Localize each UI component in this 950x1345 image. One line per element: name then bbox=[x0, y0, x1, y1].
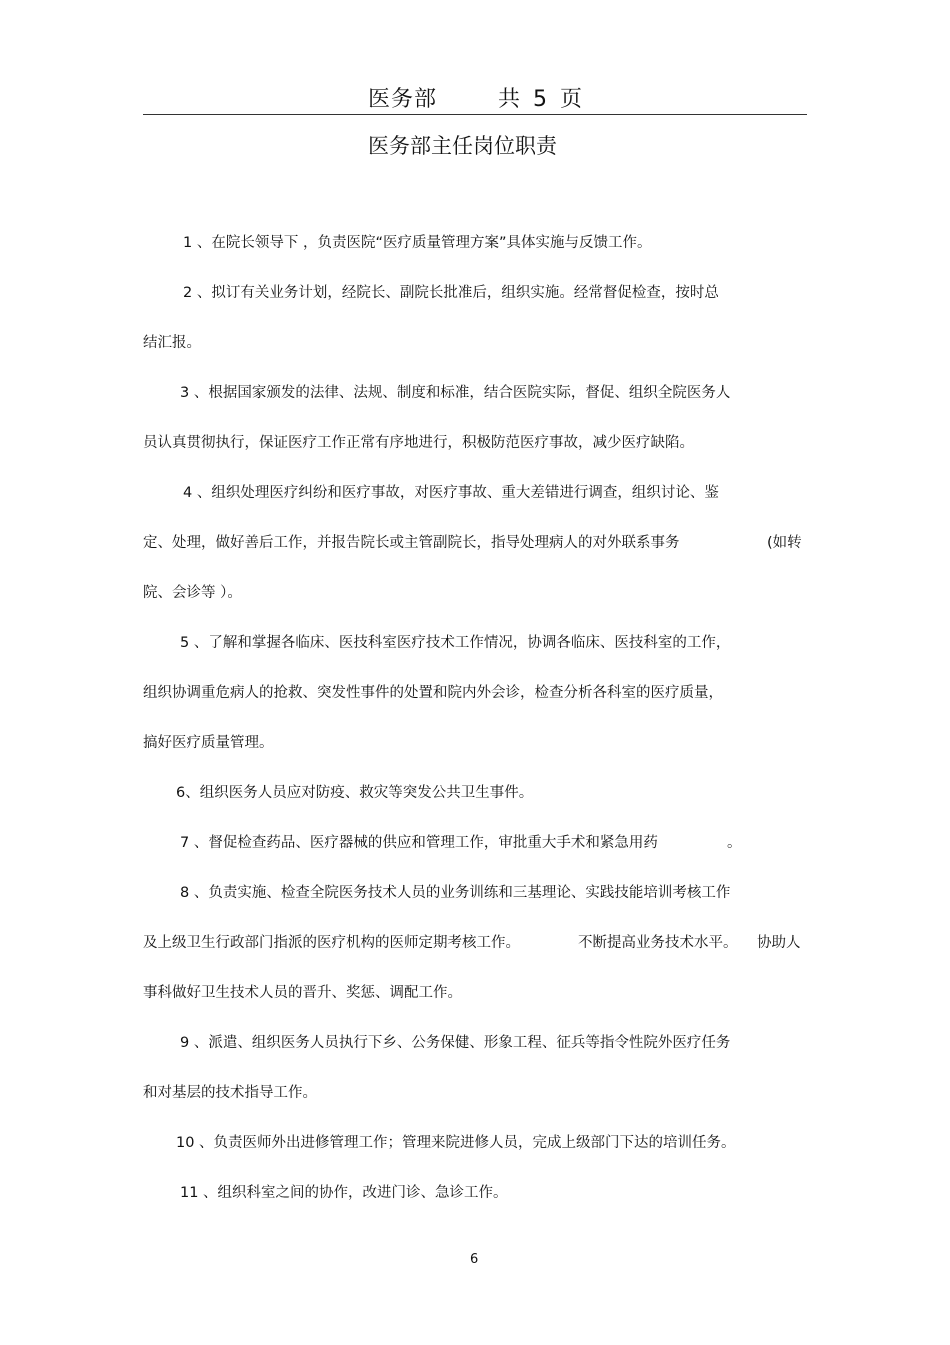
duty-9-line-1: 9 、派遣、组织医务人员执行下乡、公务保健、形象工程、征兵等指令性院外医疗任务 bbox=[180, 1035, 731, 1051]
duty-3-line-2: 员认真贯彻执行，保证医疗工作正常有序地进行，积极防范医疗事故，减少医疗缺陷。 bbox=[143, 435, 694, 451]
duty-1-line-1: 1 、在院长领导下 ，负责医院“医疗质量管理方案”具体实施与反馈工作。 bbox=[183, 235, 652, 251]
document-title: 医务部主任岗位职责 bbox=[368, 134, 557, 158]
duty-4-line-3: 院、会诊等 ）。 bbox=[143, 585, 242, 601]
duty-3-line-1: 3 、根据国家颁发的法律、法规、制度和标准，结合医院实际，督促、组织全院医务人 bbox=[180, 385, 731, 401]
duty-2-line-2: 结汇报。 bbox=[143, 335, 201, 351]
duty-8-line-1: 8 、负责实施、检查全院医务技术人员的业务训练和三基理论、实践技能培训考核工作 bbox=[180, 885, 731, 901]
duty-10-line-1: 10 、负责医师外出进修管理工作；管理来院进修人员，完成上级部门下达的培训任务。 bbox=[176, 1135, 736, 1151]
duty-8-line-2: 及上级卫生行政部门指派的医疗机构的医师定期考核工作。 bbox=[143, 935, 520, 951]
duty-4-line-1: 4 、组织处理医疗纠纷和医疗事故，对医疗事故、重大差错进行调查，组织讨论、鉴 bbox=[183, 485, 719, 501]
header-page-count: 共 5 页 bbox=[498, 87, 582, 112]
header-department: 医务部 bbox=[368, 87, 438, 112]
duty-6-line-1: 6、组织医务人员应对防疫、救灾等突发公共卫生事件。 bbox=[176, 785, 534, 801]
duty-11-line-1: 11 、组织科室之间的协作，改进门诊、急诊工作。 bbox=[180, 1185, 508, 1201]
duty-8-line-2-mid: 不断提高业务技术水平。 bbox=[578, 935, 738, 951]
duty-5-line-1: 5 、了解和掌握各临床、医技科室医疗技术工作情况，协调各临床、医技科室的工作， bbox=[180, 635, 731, 651]
page-number: 6 bbox=[470, 1252, 479, 1267]
header-rule bbox=[143, 114, 807, 115]
duty-9-line-2: 和对基层的技术指导工作。 bbox=[143, 1085, 317, 1101]
duty-7-line-1: 7 、督促检查药品、医疗器械的供应和管理工作，审批重大手术和紧急用药 bbox=[180, 835, 658, 851]
duty-4-line-2-tail: (如转 bbox=[767, 535, 802, 551]
duty-7-line-1-tail: 。 bbox=[727, 835, 742, 851]
duty-4-line-2: 定、处理，做好善后工作，并报告院长或主管副院长，指导处理病人的对外联系事务 bbox=[143, 535, 680, 551]
duty-8-line-2-tail: 协助人 bbox=[757, 935, 801, 951]
duty-2-line-1: 2 、拟订有关业务计划，经院长、副院长批准后，组织实施。经常督促检查，按时总 bbox=[183, 285, 719, 301]
duty-5-line-3: 搞好医疗质量管理。 bbox=[143, 735, 274, 751]
duty-8-line-3: 事科做好卫生技术人员的晋升、奖惩、调配工作。 bbox=[143, 985, 462, 1001]
duty-5-line-2: 组织协调重危病人的抢救、突发性事件的处置和院内外会诊，检查分析各科室的医疗质量， bbox=[143, 685, 723, 701]
